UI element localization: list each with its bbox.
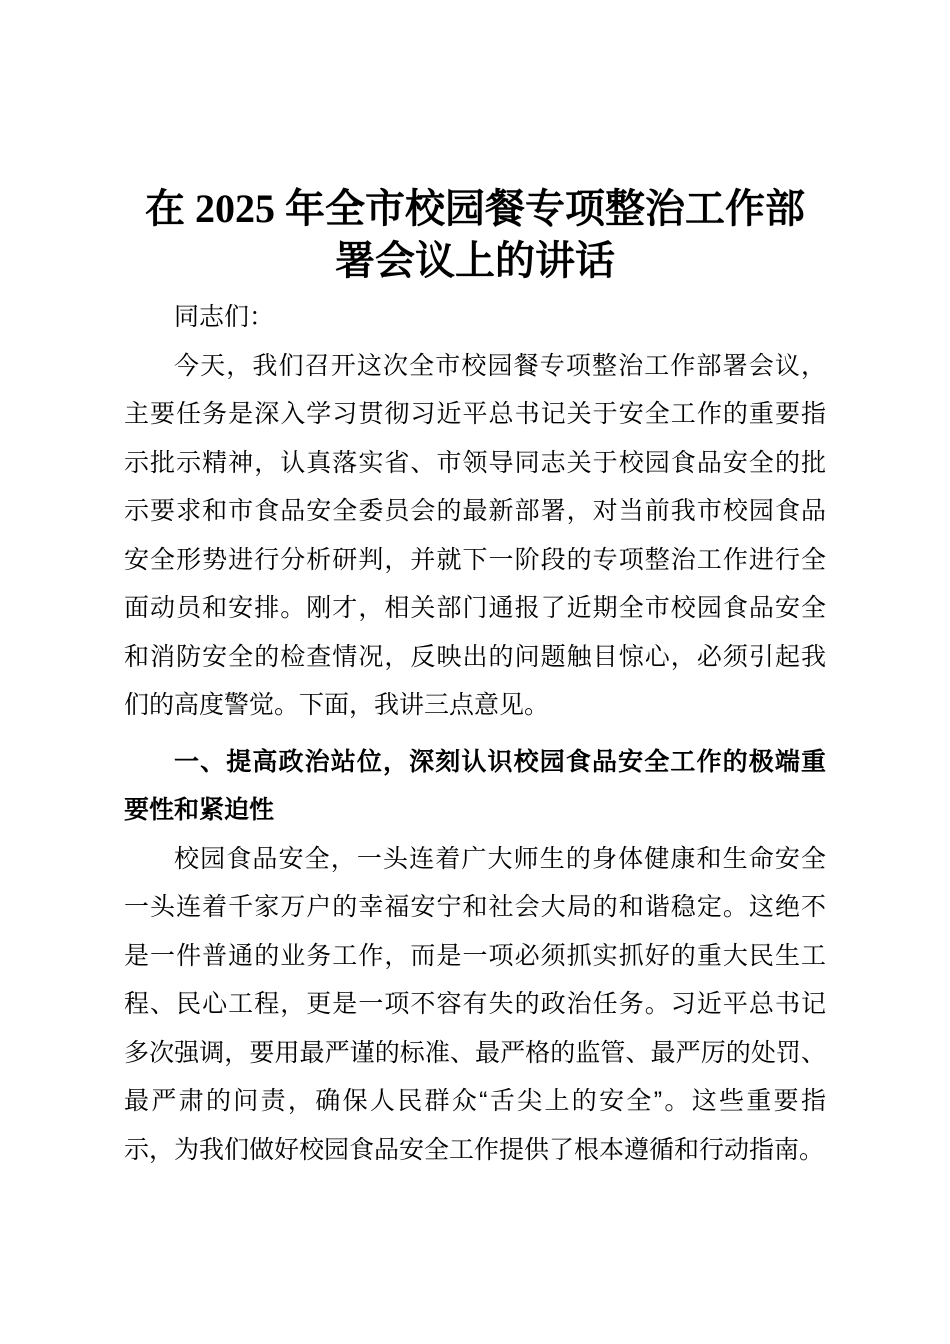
text-line: 们的高度警觉。下面，我讲三点意见。	[124, 691, 550, 719]
text-line: 今天，我们召开这次全市校园餐专项整治工作部署会议，	[174, 351, 826, 380]
text-line: 安全形势进行分析研判，并就下一阶段的专项整治工作进行全	[124, 545, 826, 574]
text-line: 示，为我们做好校园食品安全工作提供了根本遵循和行动指南。	[124, 1135, 825, 1164]
text-line: 一头连着千家万户的幸福安宁和社会大局的和谐稳定。这绝不	[124, 893, 826, 921]
text-line: 最严肃的问责，确保人民群众“舌尖上的安全”。这些重要指	[124, 1087, 826, 1115]
text-line: 主要任务是深入学习贯彻习近平总书记关于安全工作的重要指	[124, 400, 826, 428]
paragraph	[124, 342, 826, 730]
heading	[124, 738, 826, 835]
text-line: 一、提高政治站位，深刻认识校园食品安全工作的极端重	[174, 747, 826, 776]
text-line: 要性和紧迫性	[124, 796, 275, 824]
document-title	[124, 183, 826, 287]
text-line: 面动员和安排。刚才，相关部门通报了近期全市校园食品安全	[124, 594, 826, 622]
text-line: 是一件普通的业务工作，而是一项必须抓实抓好的重大民生工	[124, 941, 826, 970]
text-line: 和消防安全的检查情况，反映出的问题触目惊心，必须引起我	[124, 642, 826, 671]
text-line: 示要求和市食品安全委员会的最新部署，对当前我市校园食品	[124, 497, 826, 525]
text-line: 示批示精神，认真落实省、市领导同志关于校园食品安全的批	[124, 448, 826, 477]
text-line: 程、民心工程，更是一项不容有失的政治任务。习近平总书记	[124, 990, 826, 1018]
document-content	[124, 183, 826, 1174]
text-line: 同志们：	[174, 303, 275, 331]
salutation	[124, 293, 826, 342]
paragraph	[124, 835, 826, 1175]
title-line: 署会议上的讲话	[335, 238, 615, 283]
document-body	[124, 293, 826, 1174]
text-line: 多次强调，要用最严谨的标准、最严格的监管、最严厉的处罚、	[124, 1038, 826, 1067]
text-line: 校园食品安全，一头连着广大师生的身体健康和生命安全	[174, 844, 826, 873]
title-line: 在 2025 年全市校园餐专项整治工作部	[145, 186, 805, 231]
